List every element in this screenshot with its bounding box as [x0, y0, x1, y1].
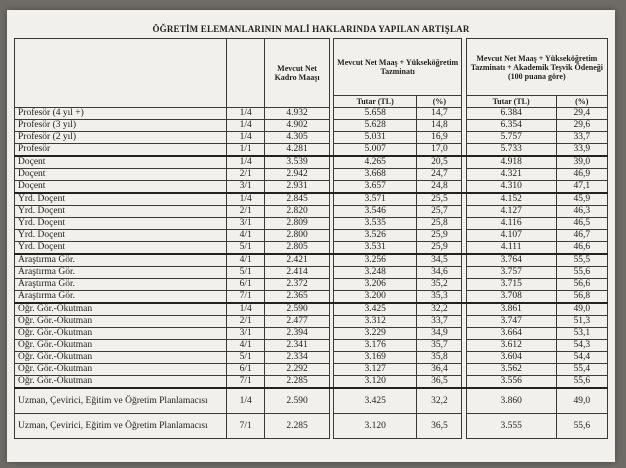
cell-title: Profesör (3 yıl)	[15, 120, 227, 132]
cell-level: 1/4	[226, 108, 265, 120]
cell-tazminat-pct: 35,2	[417, 279, 462, 291]
cell-kadro: 2.334	[265, 352, 329, 364]
cell-level: 7/1	[226, 291, 265, 304]
cell-tesvik-pct: 33,9	[556, 144, 607, 157]
cell-kadro: 3.539	[265, 156, 329, 169]
cell-level: 5/1	[226, 352, 265, 364]
cell-tesvik-pct: 47,1	[556, 181, 607, 194]
cell-tazminat-pct: 35,7	[417, 340, 462, 352]
cell-tazminat-tutar: 3.120	[333, 376, 416, 389]
table-row	[15, 364, 608, 376]
cell-kadro: 2.292	[265, 364, 329, 376]
cell-kadro: 2.931	[265, 181, 329, 194]
cell-tazminat-pct: 20,5	[417, 156, 462, 169]
cell-kadro: 2.394	[265, 328, 329, 340]
cell-tesvik-tutar: 3.612	[466, 340, 556, 352]
cell-tazminat-pct: 24,8	[417, 181, 462, 194]
cell-tazminat-tutar: 3.200	[333, 291, 416, 304]
header-title-col	[15, 39, 227, 108]
cell-level: 4/1	[226, 230, 265, 242]
header-tesvik-pct: (%)	[556, 96, 607, 108]
cell-kadro: 4.902	[265, 120, 329, 132]
cell-tazminat-pct: 34,9	[417, 328, 462, 340]
cell-kadro: 2.365	[265, 291, 329, 304]
cell-tesvik-pct: 55,5	[556, 254, 607, 267]
cell-level: 1/4	[226, 388, 265, 414]
cell-tazminat-tutar: 5.628	[333, 120, 416, 132]
cell-tazminat-tutar: 3.169	[333, 352, 416, 364]
cell-tesvik-tutar: 3.764	[466, 254, 556, 267]
cell-tesvik-pct: 46,3	[556, 206, 607, 218]
cell-kadro: 2.845	[265, 193, 329, 206]
cell-tesvik-tutar: 3.757	[466, 267, 556, 279]
cell-kadro: 2.800	[265, 230, 329, 242]
cell-title: Profesör (4 yıl +)	[15, 108, 227, 120]
cell-tesvik-pct: 49,0	[556, 303, 607, 316]
cell-tazminat-tutar: 3.531	[333, 242, 416, 255]
header-tazminat: Mevcut Net Maaş + Yükseköğretim Tazminatı	[333, 39, 461, 96]
cell-level: 6/1	[226, 279, 265, 291]
cell-title: Öğr. Gör.-Okutman	[15, 364, 227, 376]
cell-tazminat-pct: 35,8	[417, 352, 462, 364]
cell-tesvik-pct: 54,4	[556, 352, 607, 364]
cell-kadro: 2.421	[265, 254, 329, 267]
cell-tazminat-pct: 32,2	[417, 388, 462, 414]
cell-tesvik-pct: 29,4	[556, 108, 607, 120]
header-tesvik: Mevcut Net Maaş + Yükseköğretim Tazminatı + Akademik Teşvik Ödeneği (100 puana göre)	[466, 39, 607, 96]
cell-title: Doçent	[15, 169, 227, 181]
cell-tesvik-tutar: 3.708	[466, 291, 556, 304]
cell-tesvik-pct: 56,8	[556, 291, 607, 304]
cell-tazminat-tutar: 5.031	[333, 132, 416, 144]
cell-tesvik-pct: 46,7	[556, 230, 607, 242]
table-row	[15, 230, 608, 242]
cell-level: 7/1	[226, 414, 265, 439]
cell-tesvik-pct: 55,6	[556, 414, 607, 439]
cell-kadro: 2.341	[265, 340, 329, 352]
cell-kadro: 2.590	[265, 388, 329, 414]
cell-kadro: 2.285	[265, 414, 329, 439]
cell-tazminat-tutar: 3.546	[333, 206, 416, 218]
cell-level: 4/1	[226, 254, 265, 267]
cell-tesvik-tutar: 6.354	[466, 120, 556, 132]
cell-tazminat-pct: 32,2	[417, 303, 462, 316]
cell-tazminat-pct: 25,9	[417, 230, 462, 242]
table-row	[15, 120, 608, 132]
header-tazminat-tutar: Tutar (TL)	[333, 96, 416, 108]
table-row	[15, 376, 608, 389]
cell-tesvik-pct: 55,4	[556, 364, 607, 376]
cell-tesvik-tutar: 3.664	[466, 328, 556, 340]
table-row	[15, 156, 608, 169]
cell-level: 1/4	[226, 303, 265, 316]
cell-tesvik-pct: 46,9	[556, 169, 607, 181]
cell-tesvik-pct: 33,7	[556, 132, 607, 144]
cell-tazminat-tutar: 3.229	[333, 328, 416, 340]
cell-tazminat-pct: 24,7	[417, 169, 462, 181]
cell-tesvik-tutar: 5.757	[466, 132, 556, 144]
header-kadro: Mevcut Net Kadro Maaşı	[265, 39, 329, 108]
table-row	[15, 352, 608, 364]
cell-kadro: 2.372	[265, 279, 329, 291]
cell-tesvik-tutar: 4.918	[466, 156, 556, 169]
cell-level: 1/4	[226, 156, 265, 169]
cell-title: Yrd. Doçent	[15, 206, 227, 218]
cell-kadro: 4.281	[265, 144, 329, 157]
cell-level: 1/4	[226, 193, 265, 206]
cell-tazminat-tutar: 3.120	[333, 414, 416, 439]
cell-tazminat-pct: 33,7	[417, 316, 462, 328]
cell-tazminat-tutar: 3.526	[333, 230, 416, 242]
cell-tazminat-pct: 36,5	[417, 414, 462, 439]
cell-tazminat-pct: 36,4	[417, 364, 462, 376]
cell-title: Uzman, Çevirici, Eğitim ve Öğretim Planlamacısı	[15, 388, 227, 414]
table-row	[15, 206, 608, 218]
cell-tesvik-pct: 54,3	[556, 340, 607, 352]
cell-tazminat-pct: 14,7	[417, 108, 462, 120]
cell-title: Yrd. Doçent	[15, 230, 227, 242]
cell-tesvik-tutar: 3.747	[466, 316, 556, 328]
cell-tazminat-pct: 34,6	[417, 267, 462, 279]
cell-tesvik-tutar: 3.861	[466, 303, 556, 316]
table-row	[15, 414, 608, 439]
cell-tesvik-pct: 56,6	[556, 279, 607, 291]
cell-tesvik-tutar: 3.604	[466, 352, 556, 364]
cell-level: 5/1	[226, 242, 265, 255]
cell-level: 5/1	[226, 267, 265, 279]
cell-title: Araştırma Gör.	[15, 291, 227, 304]
cell-level: 3/1	[226, 181, 265, 194]
cell-level: 4/1	[226, 340, 265, 352]
cell-tesvik-pct: 53,1	[556, 328, 607, 340]
cell-tazminat-pct: 25,8	[417, 218, 462, 230]
cell-tazminat-pct: 17,0	[417, 144, 462, 157]
cell-tazminat-tutar: 3.206	[333, 279, 416, 291]
cell-level: 6/1	[226, 364, 265, 376]
cell-tazminat-tutar: 3.425	[333, 303, 416, 316]
cell-title: Öğr. Gör.-Okutman	[15, 316, 227, 328]
table-row	[15, 267, 608, 279]
cell-tesvik-pct: 55,6	[556, 267, 607, 279]
cell-tazminat-tutar: 3.571	[333, 193, 416, 206]
cell-tesvik-pct: 29,6	[556, 120, 607, 132]
cell-title: Araştırma Gör.	[15, 254, 227, 267]
cell-title: Öğr. Gör.-Okutman	[15, 352, 227, 364]
table-row	[15, 279, 608, 291]
cell-kadro: 2.809	[265, 218, 329, 230]
cell-level: 3/1	[226, 328, 265, 340]
cell-tazminat-pct: 25,9	[417, 242, 462, 255]
table-row	[15, 254, 608, 267]
cell-tazminat-tutar: 3.248	[333, 267, 416, 279]
table-row	[15, 388, 608, 414]
cell-title: Uzman, Çevirici, Eğitim ve Öğretim Planlamacısı	[15, 414, 227, 439]
cell-level: 2/1	[226, 316, 265, 328]
cell-tesvik-tutar: 3.556	[466, 376, 556, 389]
document-page	[7, 10, 615, 462]
cell-kadro: 2.805	[265, 242, 329, 255]
cell-tesvik-pct: 39,0	[556, 156, 607, 169]
cell-kadro: 2.285	[265, 376, 329, 389]
cell-tazminat-tutar: 5.658	[333, 108, 416, 120]
cell-level: 1/4	[226, 120, 265, 132]
table-row	[15, 218, 608, 230]
table-body	[15, 108, 608, 439]
cell-tesvik-tutar: 4.321	[466, 169, 556, 181]
cell-tesvik-pct: 51,3	[556, 316, 607, 328]
cell-tazminat-pct: 25,7	[417, 206, 462, 218]
cell-kadro: 4.932	[265, 108, 329, 120]
cell-tesvik-tutar: 4.127	[466, 206, 556, 218]
cell-tesvik-tutar: 4.152	[466, 193, 556, 206]
cell-title: Doçent	[15, 156, 227, 169]
table-row	[15, 144, 608, 157]
cell-title: Araştırma Gör.	[15, 267, 227, 279]
cell-tazminat-tutar: 3.256	[333, 254, 416, 267]
cell-level: 1/1	[226, 144, 265, 157]
cell-tazminat-tutar: 3.535	[333, 218, 416, 230]
cell-tesvik-tutar: 3.562	[466, 364, 556, 376]
cell-title: Yrd. Doçent	[15, 218, 227, 230]
table-row	[15, 108, 608, 120]
cell-title: Öğr. Gör.-Okutman	[15, 376, 227, 389]
cell-tazminat-pct: 14,8	[417, 120, 462, 132]
cell-tazminat-pct: 34,5	[417, 254, 462, 267]
table-row	[15, 291, 608, 304]
cell-tesvik-pct: 46,6	[556, 242, 607, 255]
table-row	[15, 340, 608, 352]
header-level-col	[226, 39, 265, 108]
cell-tazminat-pct: 36,5	[417, 376, 462, 389]
table-row	[15, 169, 608, 181]
table-row	[15, 242, 608, 255]
table-row	[15, 316, 608, 328]
table-row	[15, 181, 608, 194]
cell-title: Öğr. Gör.-Okutman	[15, 340, 227, 352]
cell-tesvik-tutar: 3.860	[466, 388, 556, 414]
cell-tesvik-pct: 49,0	[556, 388, 607, 414]
cell-tesvik-pct: 55,6	[556, 376, 607, 389]
cell-title: Öğr. Gör.-Okutman	[15, 328, 227, 340]
cell-tesvik-tutar: 4.310	[466, 181, 556, 194]
cell-tazminat-tutar: 3.668	[333, 169, 416, 181]
header-tazminat-pct: (%)	[417, 96, 462, 108]
cell-tesvik-tutar: 5.733	[466, 144, 556, 157]
cell-tesvik-tutar: 3.555	[466, 414, 556, 439]
salary-table	[14, 38, 608, 439]
cell-title: Doçent	[15, 181, 227, 194]
cell-tesvik-tutar: 4.111	[466, 242, 556, 255]
table-row	[15, 132, 608, 144]
cell-tesvik-tutar: 6.384	[466, 108, 556, 120]
cell-kadro: 2.414	[265, 267, 329, 279]
cell-kadro: 2.820	[265, 206, 329, 218]
cell-level: 2/1	[226, 169, 265, 181]
cell-tazminat-tutar: 3.127	[333, 364, 416, 376]
document-title: ÖĞRETİM ELEMANLARININ MALİ HAKLARINDA YAPILAN ARTIŞLAR	[152, 24, 470, 34]
cell-kadro: 2.942	[265, 169, 329, 181]
cell-tazminat-tutar: 4.265	[333, 156, 416, 169]
cell-level: 3/1	[226, 218, 265, 230]
cell-tesvik-tutar: 4.116	[466, 218, 556, 230]
cell-title: Yrd. Doçent	[15, 193, 227, 206]
cell-tazminat-tutar: 3.176	[333, 340, 416, 352]
cell-tesvik-tutar: 4.107	[466, 230, 556, 242]
cell-level: 1/4	[226, 132, 265, 144]
cell-tazminat-tutar: 3.657	[333, 181, 416, 194]
cell-tazminat-tutar: 5.007	[333, 144, 416, 157]
cell-title: Profesör (2 yıl)	[15, 132, 227, 144]
cell-level: 7/1	[226, 376, 265, 389]
cell-title: Profesör	[15, 144, 227, 157]
cell-tesvik-pct: 46,5	[556, 218, 607, 230]
cell-tazminat-pct: 25,5	[417, 193, 462, 206]
table-row	[15, 193, 608, 206]
cell-kadro: 2.477	[265, 316, 329, 328]
cell-tazminat-tutar: 3.312	[333, 316, 416, 328]
cell-kadro: 4.305	[265, 132, 329, 144]
cell-tazminat-pct: 16,9	[417, 132, 462, 144]
cell-kadro: 2.590	[265, 303, 329, 316]
cell-tesvik-pct: 45,9	[556, 193, 607, 206]
table-row	[15, 303, 608, 316]
cell-title: Yrd. Doçent	[15, 242, 227, 255]
cell-tazminat-tutar: 3.425	[333, 388, 416, 414]
cell-title: Araştırma Gör.	[15, 279, 227, 291]
cell-tesvik-tutar: 3.715	[466, 279, 556, 291]
cell-title: Öğr. Gör.-Okutman	[15, 303, 227, 316]
cell-level: 2/1	[226, 206, 265, 218]
header-tesvik-tutar: Tutar (TL)	[466, 96, 556, 108]
table-row	[15, 328, 608, 340]
cell-tazminat-pct: 35,3	[417, 291, 462, 304]
